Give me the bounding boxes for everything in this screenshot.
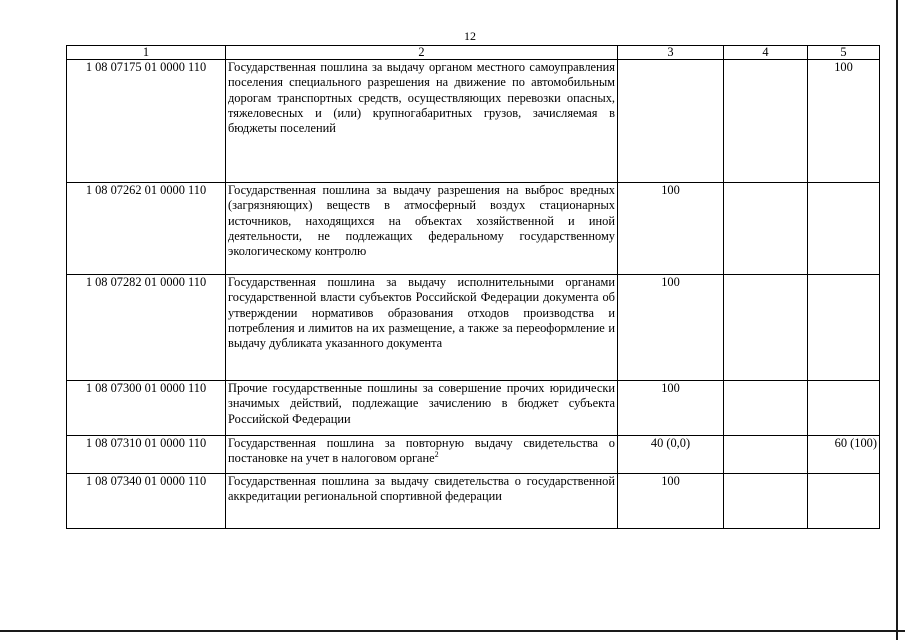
row-description: Государственная пошлина за выдачу свидетельства о государственной аккредитации региональной спортивной федерации: [226, 474, 618, 529]
value-col-3: 100: [618, 381, 724, 436]
scan-border-right: [896, 0, 898, 640]
value-col-4: [724, 183, 808, 275]
value-col-5: [808, 381, 880, 436]
table-row: [67, 474, 880, 529]
value-col-4: [724, 436, 808, 474]
budget-revenue-table: [66, 45, 880, 529]
scan-border-bottom: [0, 630, 905, 632]
value-col-3: 100: [618, 474, 724, 529]
row-description: Прочие государственные пошлины за совершение прочих юридически значимых действий, подлежащие зачислению в бюджет субъекта Российской Федерации: [226, 381, 618, 436]
value-col-5: [808, 275, 880, 381]
row-description-text: Государственная пошлина за повторную выдачу свидетельства о постановке на учет в налоговом органе: [228, 436, 615, 466]
footnote-marker: 2: [434, 450, 439, 460]
budget-code: 1 08 07282 01 0000 110: [67, 275, 226, 381]
table-row: [67, 275, 880, 381]
value-col-5: [808, 183, 880, 275]
value-col-5: [808, 474, 880, 529]
value-col-3: [618, 60, 724, 183]
table-row: [67, 381, 880, 436]
value-col-5: 100: [808, 60, 880, 183]
budget-code: 1 08 07175 01 0000 110: [67, 60, 226, 183]
budget-code: 1 08 07310 01 0000 110: [67, 436, 226, 474]
budget-code: 1 08 07262 01 0000 110: [67, 183, 226, 275]
table-row: [67, 60, 880, 183]
header-col-3: 3: [618, 46, 724, 60]
row-description: [226, 436, 618, 474]
value-col-5: 60 (100): [808, 436, 880, 474]
budget-code: 1 08 07300 01 0000 110: [67, 381, 226, 436]
value-col-4: [724, 381, 808, 436]
value-col-3: 40 (0,0): [618, 436, 724, 474]
header-col-2: 2: [226, 46, 618, 60]
header-col-5: 5: [808, 46, 880, 60]
page-number: 12: [464, 29, 476, 43]
header-col-1: 1: [67, 46, 226, 60]
row-description: Государственная пошлина за выдачу органом местного самоуправления поселения специального разрешения на движение по автомобильным дорогам транспортных средств, осуществляющих перевозки опасных, тяжеловесных и (или) крупногабаритных грузов, зачисляемая в бюджеты поселений: [226, 60, 618, 183]
value-col-3: 100: [618, 183, 724, 275]
value-col-4: [724, 275, 808, 381]
row-description: Государственная пошлина за выдачу исполнительными органами государственной власти субъектов Российской Федерации документа об утверждении нормативов образования отходов производства и потребления и лимитов на их размещение, а также за переоформление и выдачу дубликата указанного документа: [226, 275, 618, 381]
header-col-4: 4: [724, 46, 808, 60]
budget-code: 1 08 07340 01 0000 110: [67, 474, 226, 529]
value-col-3: 100: [618, 275, 724, 381]
table-header-row: [67, 46, 880, 60]
row-description: Государственная пошлина за выдачу разрешения на выброс вредных (загрязняющих) веществ в атмосферный воздух стационарных источников, находящихся на объектах хозяйственной и иной деятельности, не подлежащих федеральному государственному экологическому контролю: [226, 183, 618, 275]
value-col-4: [724, 60, 808, 183]
table-row: [67, 183, 880, 275]
table-row: [67, 436, 880, 474]
value-col-4: [724, 474, 808, 529]
